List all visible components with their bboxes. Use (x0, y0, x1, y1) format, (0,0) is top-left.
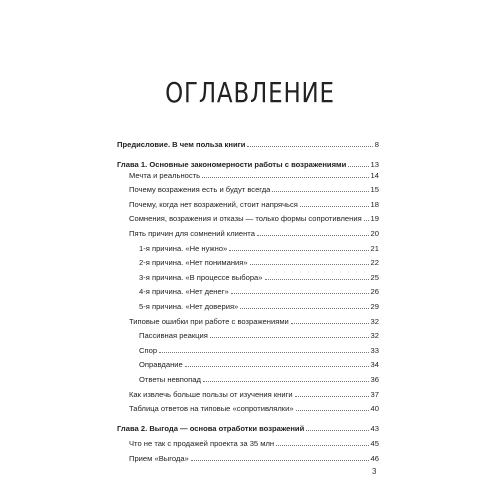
toc-entry-page: 32 (370, 331, 379, 340)
dot-leader (210, 337, 369, 338)
page-title: ОГЛАВЛЕНИЕ (165, 76, 335, 109)
toc-entry-page: 19 (370, 214, 379, 223)
dot-leader (276, 445, 368, 446)
toc-entry-label: Пассивная реакция (139, 331, 208, 340)
toc-entry-label: Сомнения, возражения и отказы — только формы сопротивления (129, 214, 362, 223)
toc-entry[interactable] (139, 346, 379, 356)
dot-leader (229, 250, 368, 251)
toc-entry-label: Спор (139, 346, 158, 355)
dot-leader (272, 191, 368, 192)
toc-entry-page: 22 (370, 258, 379, 267)
toc-entry[interactable] (139, 258, 379, 268)
toc-entry[interactable] (129, 229, 379, 239)
dot-leader (191, 460, 369, 461)
dot-leader (295, 396, 369, 397)
toc-entry-label: 1-я причина. «Не нужно» (139, 244, 228, 253)
toc-entry-label: Что не так с продажей проекта за 35 млн (129, 439, 275, 448)
dot-leader (159, 352, 369, 353)
toc-entry[interactable] (129, 439, 379, 449)
toc-entry-label: Оправдание (139, 360, 183, 369)
dot-leader (348, 166, 368, 167)
toc-entry-label: Пять причин для сомнений клиента (129, 229, 255, 238)
toc-entry[interactable] (117, 424, 379, 434)
toc-entry[interactable] (129, 214, 379, 224)
dot-leader (296, 410, 369, 411)
toc-entry-page: 20 (370, 229, 379, 238)
page-number: 3 (372, 467, 377, 476)
toc-entry[interactable] (129, 454, 379, 464)
toc-entry-page: 32 (370, 317, 379, 326)
toc-entry-page: 21 (370, 244, 379, 253)
dot-leader (257, 235, 369, 236)
toc-entry[interactable] (139, 244, 379, 254)
toc-entry[interactable] (139, 287, 379, 297)
toc-entry[interactable] (117, 160, 379, 170)
toc-entry[interactable] (139, 331, 379, 341)
toc-entry-label: Мечта и реальность (129, 171, 201, 180)
toc-entry-page: 40 (370, 404, 379, 413)
toc-entry-page: 29 (370, 302, 379, 311)
toc-entry-page: 26 (370, 287, 379, 296)
toc-entry-label: 3-я причина. «В процессе выбора» (139, 273, 263, 282)
dot-leader (203, 381, 369, 382)
toc-entry-page: 45 (370, 439, 379, 448)
toc-entry[interactable] (139, 273, 379, 283)
toc-entry-label: Типовые ошибки при работе с возражениями (129, 317, 289, 326)
toc-entry-page: 13 (370, 160, 379, 169)
toc-entry-page: 46 (370, 454, 379, 463)
toc-entry-page: 33 (370, 346, 379, 355)
toc-entry-page: 34 (370, 360, 379, 369)
toc-entry-page: 14 (370, 171, 379, 180)
toc-entry-label: 5-я причина. «Нет доверия» (139, 302, 239, 311)
dot-leader (364, 220, 369, 221)
dot-leader (185, 366, 369, 367)
toc-entry-page: 8 (374, 140, 379, 149)
toc-entry-label: Глава 1. Основные закономерности работы с возражениями (117, 160, 347, 169)
toc-entry-label: Ответы невпопад (139, 375, 201, 384)
toc-entry[interactable] (129, 185, 379, 195)
dot-leader (250, 264, 369, 265)
dot-leader (231, 293, 369, 294)
toc-entry-label: Глава 2. Выгода — основа отработки возражений (117, 424, 305, 433)
toc-entry-page: 25 (370, 273, 379, 282)
toc-entry-page: 15 (370, 185, 379, 194)
dot-leader (291, 323, 369, 324)
toc-entry-page: 36 (370, 375, 379, 384)
dot-leader (306, 430, 368, 431)
toc-entry[interactable] (139, 302, 379, 312)
toc-entry[interactable] (129, 200, 379, 210)
toc-entry-label: 4-я причина. «Нет денег» (139, 287, 229, 296)
toc-entry[interactable] (117, 140, 379, 150)
toc-entry-page: 18 (370, 200, 379, 209)
toc-entry-label: Таблица ответов на типовые «сопротивлялки» (129, 404, 294, 413)
toc-entry[interactable] (129, 404, 379, 414)
toc-entry-page: 43 (370, 424, 379, 433)
toc-entry-label: Как извлечь больше пользы от изучения книги (129, 390, 293, 399)
dot-leader (240, 308, 368, 309)
toc-entry[interactable] (129, 171, 379, 181)
toc-entry-label: Почему возражения есть и будут всегда (129, 185, 271, 194)
toc-entry-label: Почему, когда нет возражений, стоит напрячься (129, 200, 298, 209)
dot-leader (300, 206, 369, 207)
dot-leader (247, 146, 372, 147)
toc-entry-label: Предисловие. В чем польза книги (117, 140, 246, 149)
toc-entry[interactable] (139, 360, 379, 370)
dot-leader (265, 279, 369, 280)
dot-leader (202, 177, 368, 178)
toc-entry-label: Прием «Выгода» (129, 454, 189, 463)
toc-entry[interactable] (129, 390, 379, 400)
toc-entry-label: 2-я причина. «Нет понимания» (139, 258, 248, 267)
toc-entry[interactable] (139, 375, 379, 385)
toc-entry-page: 37 (370, 390, 379, 399)
toc-entry[interactable] (129, 317, 379, 327)
